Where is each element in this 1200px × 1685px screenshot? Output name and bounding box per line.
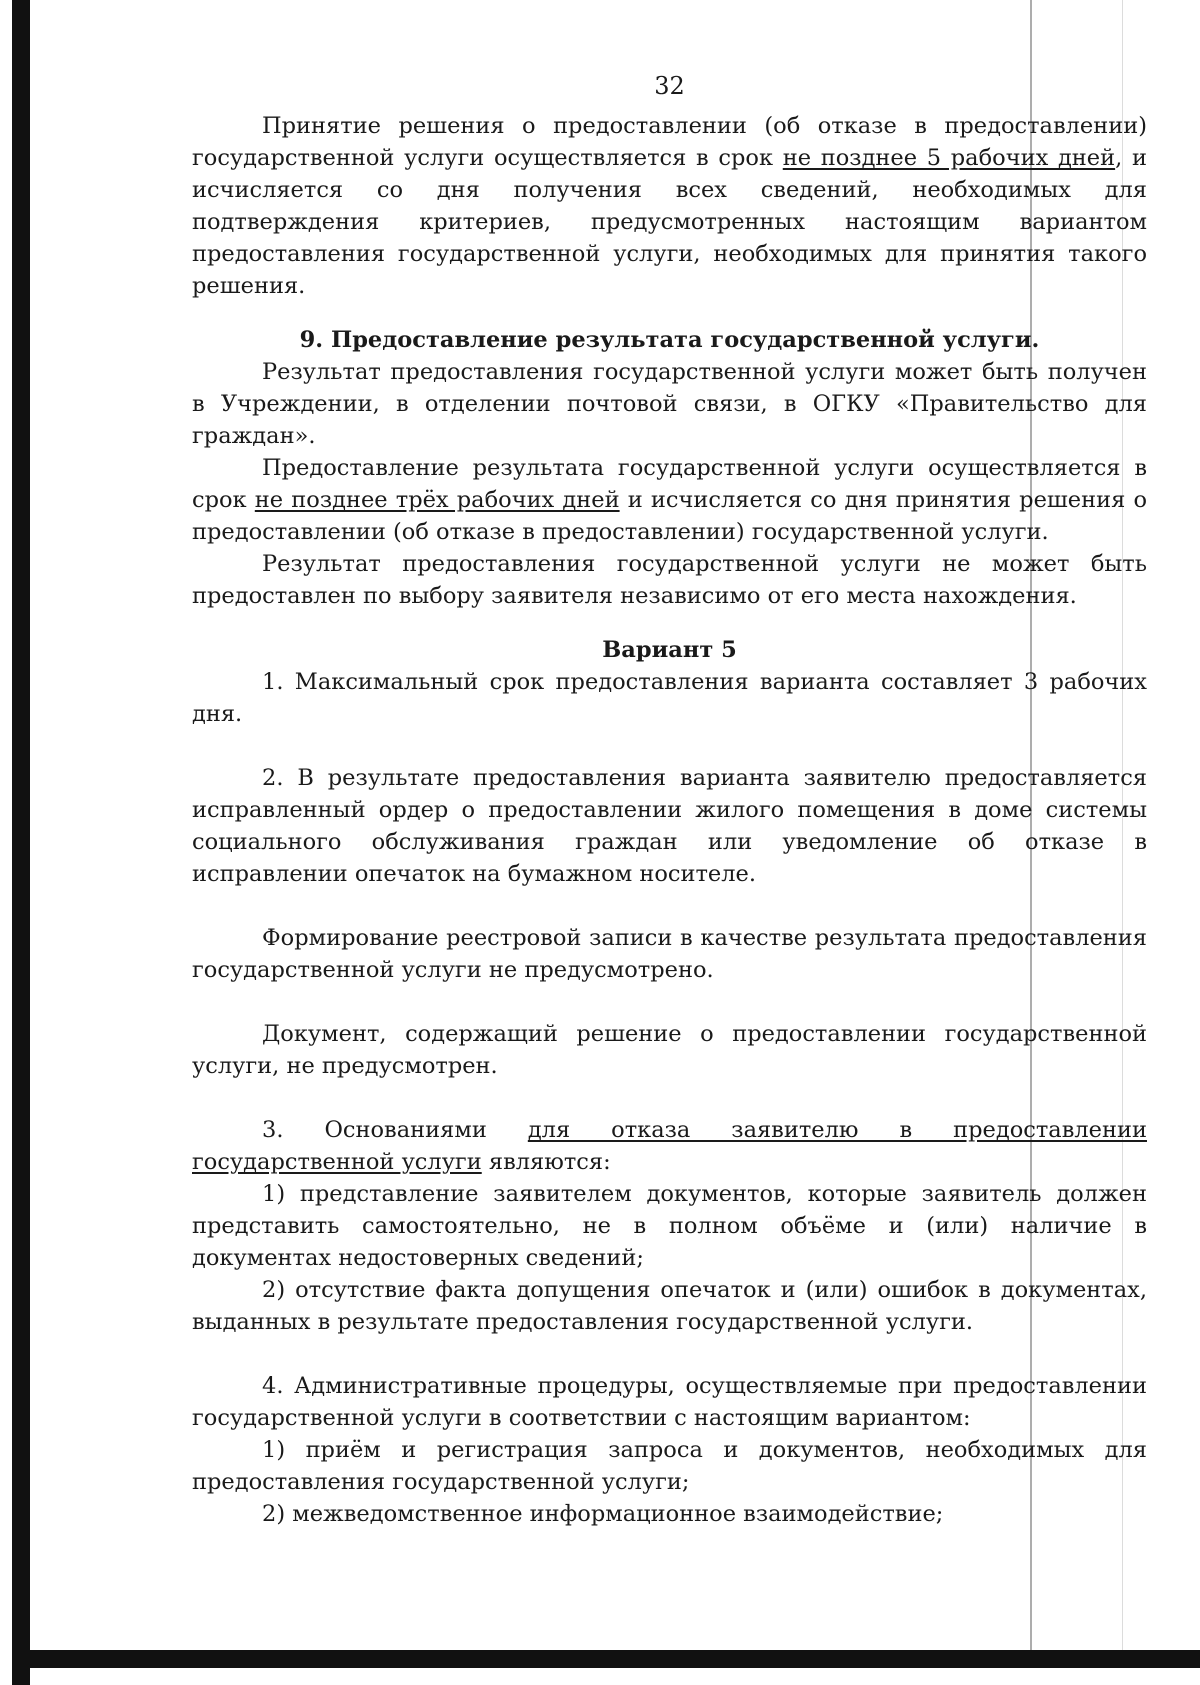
variant-5-heading: Вариант 5 — [602, 637, 737, 663]
list-item-procedure-2: 2) межведомственное информационное взаимодействие; — [262, 1501, 944, 1527]
paragraph-result-deadline: Предоставление результата государственной услуги осуществляется в срок не позднее трёх рабочих дней и исчисляется со дня принятия решения о предоставлении (об отказе в предоставлении) государственной услуги. — [192, 455, 1148, 545]
paragraph-variant-result: 2. В результате предоставления варианта заявителю предоставляется исправленный ордер о предоставлении жилого помещения в доме системы социального обслуживания граждан или уведомление об отказе в исправлении опечаток на бумажном носителе. — [192, 765, 1147, 887]
paragraph-refusal-grounds: 3. Основаниями для отказа заявителю в предоставлении государственной услуги являются: — [192, 1117, 1147, 1175]
paragraph-decision-document: Документ, содержащий решение о предоставлении государственной услуги, не предусмотрен. — [192, 1021, 1147, 1079]
paragraph-decision-deadline: Принятие решения о предоставлении (об отказе в предоставлении) государственной услуги осуществляется в срок не позднее 5 рабочих дней, и исчисляется со дня получения всех сведений, необходимых для подтверждения критериев, предусмотренных настоящим вариантом предоставления государственной услуги, необходимых для принятия такого решения. — [192, 113, 1147, 299]
underlined-result-deadline: не позднее трёх рабочих дней — [254, 487, 620, 513]
list-item-refusal-1: 1) представление заявителем документов, которые заявитель должен представить самостоятельно, не в полном объёме и (или) наличие в документах недостоверных сведений; — [192, 1181, 1147, 1271]
underlined-deadline: не позднее 5 рабочих дней — [782, 145, 1116, 171]
underlined-refusal-grounds: для отказа заявителю в предоставлении государственной услуги — [192, 1117, 1147, 1175]
paragraph-admin-procedures: 4. Административные процедуры, осуществляемые при предоставлении государственной услуги в соответствии с настоящим вариантом: — [192, 1373, 1147, 1431]
page-number: 32 — [654, 72, 685, 100]
list-item-procedure-1: 1) приём и регистрация запроса и документов, необходимых для предоставления государственной услуги; — [192, 1437, 1147, 1495]
scan-left-edge — [12, 0, 30, 1685]
paragraph-result-location: Результат предоставления государственной услуги может быть получен в Учреждении, в отделении почтовой связи, в ОГКУ «Правительство для граждан». — [192, 359, 1147, 449]
list-item-refusal-2: 2) отсутствие факта допущения опечаток и (или) ошибок в документах, выданных в результате предоставления государственной услуги. — [192, 1277, 1147, 1335]
section-9-heading: 9. Предоставление результата государственной услуги. — [299, 327, 1040, 353]
document-page — [192, 70, 1147, 1530]
paragraph-registry-record: Формирование реестровой записи в качестве результата предоставления государственной услуги не предусмотрено. — [192, 925, 1147, 983]
paragraph-variant-max-term: 1. Максимальный срок предоставления варианта составляет 3 рабочих дня. — [192, 669, 1147, 727]
scan-bottom-edge — [30, 1650, 1200, 1668]
paragraph-result-choice: Результат предоставления государственной услуги не может быть предоставлен по выбору заявителя независимо от его места нахождения. — [192, 551, 1147, 609]
